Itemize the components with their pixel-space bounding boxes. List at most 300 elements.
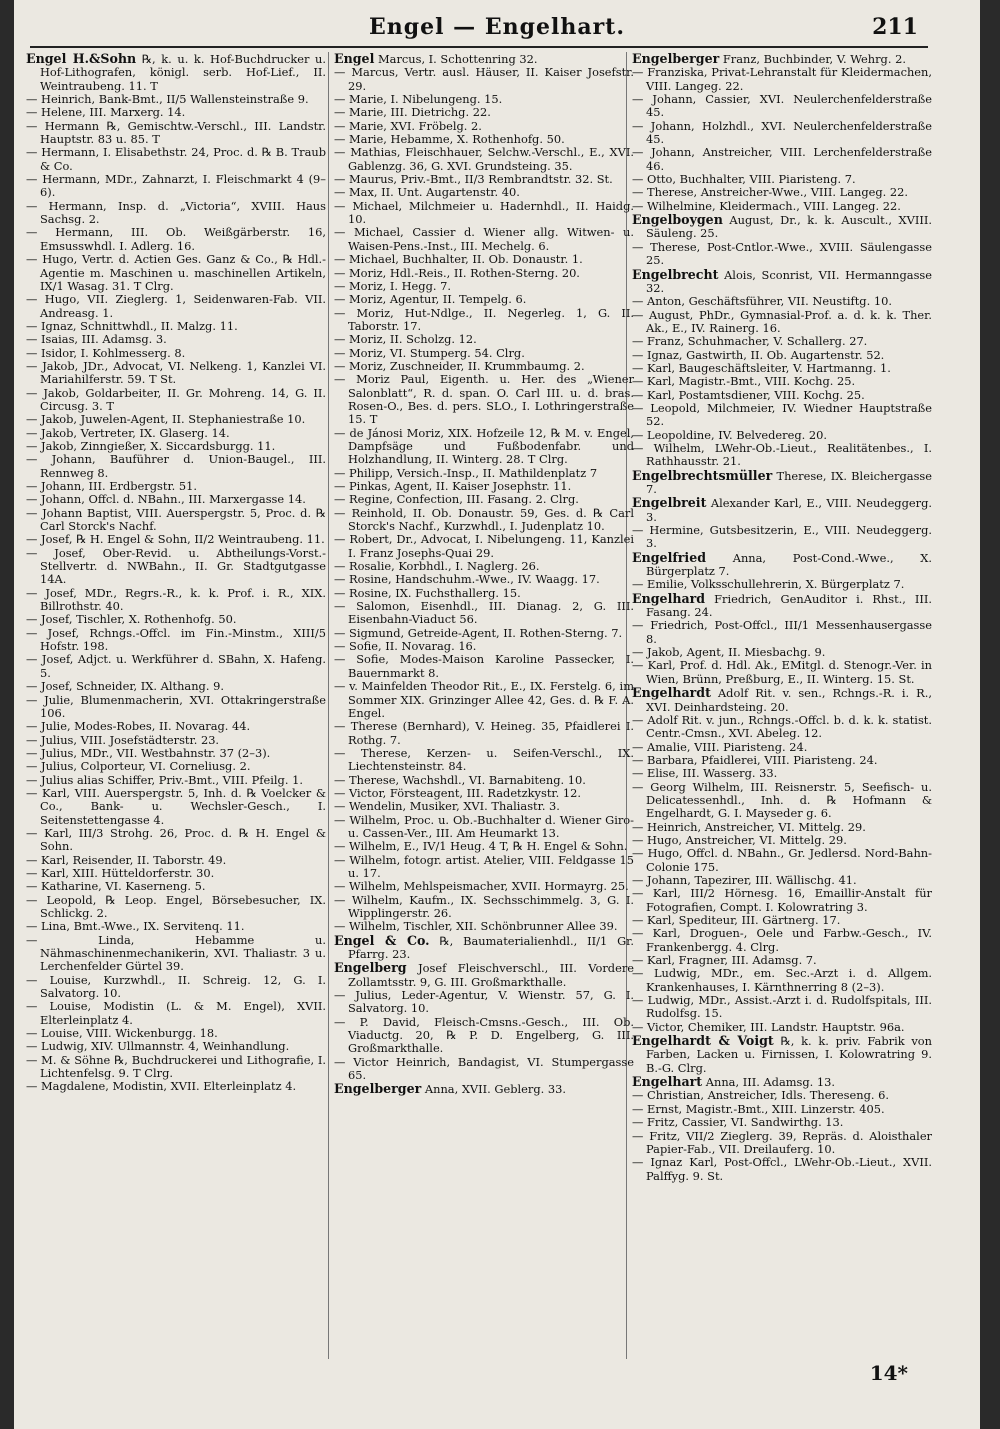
entry-text: — Otto, Buchhalter, VIII. Piaristeng. 7.	[632, 172, 856, 187]
entry-text: — Josef, Rchngs.-Offcl. im Fin.-Minstm., XIII/5 Hofstr. 198.	[26, 625, 326, 654]
directory-entry	[632, 954, 932, 967]
entry-text: — Hugo, Vertr. d. Actien Ges. Ganz & Co., ℞ Hdl.-Agentie m. Maschinen u. maschinellen Artikeln, IX/1 Wasag. 31. T Clrg.	[26, 252, 326, 293]
directory-entry	[334, 961, 634, 989]
entry-text: — August, PhDr., Gymnasial-Prof. a. d. k. k. Ther. Ak., E., IV. Rainerg. 16.	[632, 307, 932, 335]
directory-entry	[334, 989, 634, 1016]
directory-entry	[632, 66, 932, 93]
directory-entry	[26, 547, 326, 587]
entry-text: — Rosalie, Korbhdl., I. Naglerg. 26.	[334, 559, 540, 574]
entry-surname: Engelbrechtsmüller	[632, 467, 773, 483]
entry-text: — Julius, Colporteur, VI. Corneliusg. 2.	[26, 759, 251, 774]
directory-entry	[26, 52, 326, 93]
directory-entry	[334, 106, 634, 119]
directory-entry	[26, 867, 326, 880]
entry-text: — Amalie, VIII. Piaristeng. 24.	[632, 739, 808, 754]
entry-text: — Julius alias Schiffer, Priv.-Bmt., VIII. Pfeilg. 1.	[26, 772, 303, 787]
directory-entry	[334, 587, 634, 600]
directory-entry	[632, 967, 932, 994]
entry-text: — Moriz, I. Hegg. 7.	[334, 278, 451, 293]
directory-entry	[632, 200, 932, 213]
directory-entry	[632, 887, 932, 914]
directory-entry	[632, 578, 932, 591]
entry-text: — Salomon, Eisenhdl., III. Dianag. 2, G. III. Eisenbahn-Viaduct 56.	[334, 599, 634, 627]
entry-text: Alois, Sconrist, VII. Hermanngasse 32.	[646, 267, 933, 295]
entry-text: — Jakob, Juwelen-Agent, II. Stephaniestraße 10.	[26, 412, 306, 427]
directory-entry	[26, 120, 326, 147]
directory-entry	[26, 1080, 326, 1093]
directory-entry	[632, 268, 932, 296]
directory-entry	[334, 467, 634, 480]
directory-entry	[334, 480, 634, 493]
entry-text: — Marie, Hebamme, X. Rothenhofg. 50.	[334, 132, 565, 147]
entry-text: — Karl, III/2 Hörnesg. 16, Emaillir-Anstalt für Fotografien, Compt. I. Kolowratring 3.	[632, 886, 932, 914]
directory-entry	[632, 429, 932, 442]
entry-text: — Karl, III/3 Strohg. 26, Proc. d. ℞ H. Engel & Sohn.	[26, 825, 326, 854]
entry-text: — Leopold, ℞ Leop. Engel, Börsebesucher, IX. Schlickg. 2.	[26, 892, 326, 920]
page-title: Engel — Engelhart.	[369, 14, 625, 40]
entry-text: Anna, XVII. Geblerg. 33.	[424, 1082, 567, 1097]
directory-entry	[334, 253, 634, 266]
entry-text: — de Jánosi Moriz, XIX. Hofzeile 12, ℞ M. v. Engel, Dampfsäge und Fußbodenfabr. und Holzhandlung, II. Winterg. 28. T Clrg.	[334, 425, 634, 467]
directory-entry	[26, 894, 326, 921]
entry-text: — Josef, Ober-Revid. u. Abtheilungs-Vorst.-Stellvertr. d. NWBahn., II. Gr. Stadtgutgasse 14A.	[26, 545, 326, 587]
entry-text: — Josef, MDr., Regrs.-R., k. k. Prof. i. R., XIX. Billrothstr. 40.	[26, 585, 326, 614]
directory-entry	[334, 173, 634, 186]
entry-text: — Friedrich, Post-Offcl., III/1 Messenhausergasse 8.	[632, 618, 932, 646]
entry-text: — Moriz, Hdl.-Reis., II. Rothen-Sterng. 20.	[334, 265, 580, 280]
directory-entry	[334, 360, 634, 373]
directory-entry	[26, 827, 326, 854]
entry-text: — Mathias, Fleischhauer, Selchw.-Verschl., E., XVI. Gablenzg. 36, G. XVI. Grundsteing. 35.	[334, 145, 634, 173]
entry-text: — Johann, Holzhdl., XVI. Neulerchenfelderstraße 45.	[632, 118, 932, 147]
directory-entry	[334, 226, 634, 253]
directory-entry	[26, 627, 326, 654]
directory-entry	[334, 280, 634, 293]
entry-text: — Wilhelmine, Kleidermach., VIII. Langeg. 22.	[632, 198, 901, 213]
entry-text: — Michael, Milchmeier u. Hadernhdl., II. Haidg. 10.	[334, 198, 634, 227]
directory-entry	[334, 333, 634, 346]
entry-text: — Rosine, IX. Fuchsthallerg. 15.	[334, 585, 521, 600]
directory-entry	[632, 52, 932, 66]
directory-entry	[632, 309, 932, 336]
directory-entry	[334, 560, 634, 573]
entry-text: August, Dr., k. k. Auscult., XVIII. Säuleng. 25.	[646, 213, 932, 241]
directory-entry	[334, 533, 634, 560]
directory-entry	[26, 680, 326, 693]
entry-text: — Fritz, VII/2 Zieglerg. 39, Repräs. d. Aloisthaler Papier-Fab., VII. Dreilauferg. 10.	[632, 1128, 932, 1156]
directory-entry	[26, 200, 326, 227]
entry-text: — Heinrich, Anstreicher, VI. Mittelg. 29.	[632, 819, 866, 834]
entry-surname: Engel	[334, 51, 375, 66]
entry-text: — Rosine, Handschuhm.-Wwe., IV. Waagg. 17.	[334, 572, 600, 587]
entry-text: — Louise, Kurzwhdl., II. Schreig. 12, G. I. Salvatorg. 10.	[26, 972, 326, 1001]
directory-entry	[26, 360, 326, 387]
entry-text: — Karl, VIII. Auerspergstr. 5, Inh. d. ℞ Voelcker & Co., Bank- u. Wechsler-Gesch., I. Seitenstettengasse 4.	[26, 785, 326, 827]
directory-entry	[334, 653, 634, 680]
entry-text: — Hugo, VII. Zieglerg. 1, Seidenwaren-Fab. VII. Andreasg. 1.	[26, 292, 326, 320]
entry-text: — Helene, III. Marxerg. 14.	[26, 105, 186, 120]
directory-entry	[632, 1034, 932, 1075]
directory-entry	[334, 186, 634, 199]
directory-entry	[632, 186, 932, 199]
directory-entry	[26, 774, 326, 787]
directory-entry	[26, 787, 326, 827]
directory-entry	[26, 533, 326, 546]
directory-column-2	[334, 52, 634, 1097]
entry-text: — Julius, MDr., VII. Westbahnstr. 37 (2–3).	[26, 745, 271, 760]
directory-entry	[632, 173, 932, 186]
directory-entry	[632, 469, 932, 497]
directory-entry	[334, 800, 634, 813]
directory-entry	[334, 307, 634, 334]
entry-text: Anna, III. Adamsg. 13.	[705, 1075, 836, 1090]
entry-text: — Philipp, Versich.-Insp., II. Mathildenplatz 7	[334, 465, 598, 480]
directory-entry	[334, 787, 634, 800]
directory-entry	[26, 747, 326, 760]
directory-entry	[632, 241, 932, 268]
entry-text: Marcus, I. Schottenring 32.	[377, 52, 538, 66]
entry-text: — Sigmund, Getreide-Agent, II. Rothen-Sterng. 7.	[334, 625, 623, 640]
entry-text: — Hugo, Offcl. d. NBahn., Gr. Jedlersd. Nord-Bahn-Colonie 175.	[632, 846, 932, 874]
entry-text: — Julie, Blumenmacherin, XVI. Ottakringerstraße 106.	[26, 692, 326, 720]
directory-entry	[632, 1089, 932, 1102]
entry-text: — Victor, Försteagent, III. Radetzkystr. 12.	[334, 785, 581, 800]
entry-text: — Julius, VIII. Josefstädterstr. 23.	[26, 732, 220, 747]
directory-entry	[632, 874, 932, 887]
entry-text: ℞, k. u. k. Hof-Buchdrucker u. Hof-Lithografen, königl. serb. Hof-Lief., II. Weintraubeng. 11. T	[40, 52, 327, 93]
directory-entry	[632, 686, 932, 714]
entry-text: — Ernst, Magistr.-Bmt., XIII. Linzerstr. 405.	[632, 1101, 885, 1116]
entry-text: — Marcus, Vertr. ausl. Häuser, II. Kaiser Josefstr. 29.	[334, 65, 634, 93]
directory-entry	[632, 659, 932, 686]
directory-entry	[632, 994, 932, 1021]
entry-text: — Karl, Prof. d. Hdl. Ak., EMitgl. d. Stenogr.-Ver. in Wien, Brünn, Preßburg, E., II. Winterg. 15. St.	[632, 658, 932, 686]
entry-text: — Moriz, VI. Stumperg. 54. Clrg.	[334, 345, 525, 360]
entry-text: — Moriz, Zuschneider, II. Krummbaumg. 2.	[334, 358, 585, 373]
entry-text: ℞, k. k. priv. Fabrik von Farben, Lacken u. Firnissen, I. Kolowratring 9. B.-G. Clrg.	[646, 1034, 933, 1075]
directory-entry	[26, 854, 326, 867]
directory-entry	[26, 880, 326, 893]
directory-entry	[334, 507, 634, 534]
entry-text: — Hermann, Insp. d. „Victoria“, XVIII. Haus Sachsg. 2.	[26, 198, 326, 227]
entry-text: — Franziska, Privat-Lehranstalt für Kleidermachen, VIII. Langeg. 22.	[632, 65, 932, 93]
directory-entry	[26, 653, 326, 680]
entry-text: — Christian, Anstreicher, Idls. Thereseng. 6.	[632, 1088, 889, 1103]
entry-text: — Isaias, III. Adamsg. 3.	[26, 332, 167, 347]
entry-text: — Josef, ℞ H. Engel & Sohn, II/2 Weintraubeng. 11.	[26, 532, 325, 547]
directory-entry	[334, 200, 634, 227]
entry-text: — Karl, Magistr.-Bmt., VIII. Kochg. 25.	[632, 374, 856, 389]
entry-text: — Louise, Modistin (L. & M. Engel), XVII. Elterleinplatz 4.	[26, 999, 326, 1027]
directory-entry	[334, 814, 634, 841]
entry-text: Therese, IX. Bleichergasse 7.	[646, 468, 932, 496]
directory-entry	[26, 173, 326, 200]
entry-text: — Ignaz Karl, Post-Offcl., LWehr-Ob.-Lieut., XVII. Palffyg. 9. St.	[632, 1155, 932, 1183]
entry-text: — Julius, Leder-Agentur, V. Wienstr. 57, G. I. Salvatorg. 10.	[334, 988, 634, 1016]
entry-text: — Victor Heinrich, Bandagist, VI. Stumpergasse 65.	[334, 1054, 634, 1083]
entry-text: — Michael, Cassier d. Wiener allg. Witwen- u. Waisen-Pens.-Inst., III. Mechelg. 6.	[334, 225, 634, 253]
directory-entry	[26, 440, 326, 453]
directory-entry	[632, 927, 932, 954]
entry-text: — Georg Wilhelm, III. Reisnerstr. 5, Seefisch- u. Delicatessenhdl., Inh. d. ℞ Hofmann & Engelhardt, G. I. Mayseder g. 6.	[632, 779, 932, 821]
directory-entry	[26, 493, 326, 506]
directory-entry	[26, 613, 326, 626]
directory-entry	[26, 920, 326, 933]
directory-entry	[334, 146, 634, 173]
directory-entry	[632, 551, 932, 579]
entry-text: — Marie, I. Nibelungeng. 15.	[334, 92, 503, 107]
directory-entry	[334, 133, 634, 146]
entry-text: — Therese, Wachshdl., VI. Barnabiteng. 10.	[334, 772, 586, 787]
entry-text: — Karl, Baugeschäftsleiter, V. Hartmanng. 1.	[632, 360, 891, 375]
entry-surname: Engel & Co.	[334, 932, 430, 948]
entry-text: — Therese, Anstreicher-Wwe., VIII. Langeg. 22.	[632, 185, 909, 200]
entry-text: — Marie, XVI. Fröbelg. 2.	[334, 118, 482, 133]
directory-entry	[334, 894, 634, 921]
directory-entry	[334, 1016, 634, 1056]
entry-text: — Jakob, JDr., Advocat, VI. Nelkeng. 1, Kanzlei VI. Mariahilferstr. 59. T St.	[26, 358, 326, 387]
entry-text: — Elise, III. Wasserg. 33.	[632, 766, 778, 781]
directory-entry	[632, 1156, 932, 1183]
directory-entry	[334, 120, 634, 133]
entry-text: — Josef, Schneider, IX. Althang. 9.	[26, 679, 224, 694]
entry-text: — Franz, Schuhmacher, V. Schallerg. 27.	[632, 334, 868, 349]
entry-text: — Johann, III. Erdbergstr. 51.	[26, 479, 198, 493]
directory-entry	[632, 619, 932, 646]
entry-text: — Wilhelm, LWehr-Ob.-Lieut., Realitätenbes., I. Rathhausstr. 21.	[632, 440, 932, 469]
directory-entry	[632, 442, 932, 469]
entry-text: — Jakob, Vertreter, IX. Glaserg. 14.	[26, 425, 230, 440]
directory-entry	[632, 781, 932, 821]
directory-entry	[632, 1130, 932, 1157]
entry-surname: Engel H.&Sohn	[26, 51, 137, 66]
directory-entry	[334, 747, 634, 774]
entry-text: — Johann, Anstreicher, VIII. Lerchenfelderstraße 46.	[632, 145, 932, 173]
directory-entry	[26, 106, 326, 119]
directory-entry	[632, 496, 932, 524]
entry-text: — Hermann, I. Elisabethstr. 24, Proc. d. ℞ B. Traub & Co.	[26, 145, 326, 173]
directory-entry	[632, 375, 932, 388]
entry-text: — Karl, XIII. Hütteldorferstr. 30.	[26, 865, 215, 880]
entry-text: — Moriz, Agentur, II. Tempelg. 6.	[334, 292, 527, 307]
signature-mark: 14*	[869, 1361, 908, 1385]
directory-entry	[26, 480, 326, 493]
directory-entry	[632, 714, 932, 741]
entry-text: — Lina, Bmt.-Wwe., IX. Servitenq. 11.	[26, 919, 245, 934]
directory-entry	[632, 914, 932, 927]
directory-entry	[334, 373, 634, 426]
entry-text: — M. & Söhne ℞, Buchdruckerei und Lithografie, I. Lichtenfelsg. 9. T Clrg.	[26, 1052, 326, 1081]
entry-text: — Pinkas, Agent, II. Kaiser Josephstr. 11.	[334, 479, 572, 493]
entry-text: — Karl, Reisender, II. Taborstr. 49.	[26, 852, 227, 867]
entry-text: — Sofie, Modes-Maison Karoline Passecker, I. Bauernmarkt 8.	[334, 652, 634, 680]
directory-entry	[632, 741, 932, 754]
entry-text: — Karl, Fragner, III. Adamsg. 7.	[632, 953, 817, 968]
directory-entry	[26, 413, 326, 426]
entry-surname: Engelberger	[632, 51, 720, 66]
directory-entry	[334, 427, 634, 467]
directory-entry	[632, 646, 932, 659]
entry-text: — Wilhelm, Proc. u. Ob.-Buchhalter d. Wiener Giro- u. Cassen-Ver., III. Am Heumarkt 13.	[334, 812, 634, 840]
entry-text: Friedrich, GenAuditor i. Rhst., III. Fasang. 24.	[646, 591, 932, 620]
directory-entry	[632, 821, 932, 834]
directory-entry	[334, 267, 634, 280]
entry-text: — Karl, Postamtsdiener, VIII. Kochg. 25.	[632, 387, 865, 402]
directory-entry	[334, 600, 634, 627]
entry-text: — Therese (Bernhard), V. Heineg. 35, Pfaidlerei I. Rothg. 7.	[334, 719, 634, 747]
entry-text: — Hermann ℞, Gemischtw.-Verschl., III. Landstr. Hauptstr. 83 u. 85. T	[26, 118, 326, 147]
entry-text: — Johann, Tapezirer, III. Wällischg. 41.	[632, 872, 857, 887]
directory-entry	[334, 774, 634, 787]
entry-text: — Jakob, Agent, II. Miesbachg. 9.	[632, 645, 826, 660]
directory-entry	[26, 347, 326, 360]
directory-entry	[26, 1054, 326, 1081]
directory-entry	[26, 293, 326, 320]
entry-text: — Jakob, Zinngießer, X. Siccardsburgg. 11.	[26, 438, 276, 453]
entry-text: — Reinhold, II. Ob. Donaustr. 59, Ges. d. ℞ Carl Storck's Nachf., Kurzwhdl., I. Judenplatz 10.	[334, 505, 634, 534]
entry-text: — Fritz, Cassier, VI. Sandwirthg. 13.	[632, 1115, 844, 1130]
page-number: 211	[872, 14, 918, 40]
directory-entry	[632, 349, 932, 362]
directory-entry	[632, 93, 932, 120]
directory-entry	[334, 1082, 634, 1096]
directory-column-1	[26, 52, 326, 1094]
directory-entry	[334, 66, 634, 93]
entry-text: — Regine, Confection, III. Fasang. 2. Clrg.	[334, 492, 579, 507]
directory-entry	[26, 760, 326, 773]
entry-text: — Michael, Buchhalter, II. Ob. Donaustr. 1.	[334, 252, 583, 267]
entry-text: — Leopoldine, IV. Belvedereg. 20.	[632, 427, 827, 442]
header-rule	[30, 46, 928, 48]
directory-entry	[26, 253, 326, 293]
entry-text: — Hugo, Anstreicher, VI. Mittelg. 29.	[632, 832, 847, 847]
directory-entry	[26, 453, 326, 480]
directory-entry	[632, 389, 932, 402]
directory-entry	[334, 920, 634, 933]
entry-text: — Ignaz, Schnittwhdl., II. Malzg. 11.	[26, 318, 238, 333]
directory-entry	[334, 493, 634, 506]
directory-entry	[632, 524, 932, 551]
page-header	[14, 14, 980, 44]
directory-entry	[632, 335, 932, 348]
entry-text: — Ludwig, MDr., Assist.-Arzt i. d. Rudolfspitals, III. Rudolfsg. 15.	[632, 993, 932, 1021]
directory-entry	[334, 680, 634, 720]
entry-text: — Katharine, VI. Kaserneng. 5.	[26, 879, 206, 894]
entry-text: Alexander Karl, E., VIII. Neudeggerg. 3.	[646, 496, 932, 524]
entry-text: — Julie, Modes-Robes, II. Novarag. 44.	[26, 719, 251, 734]
entry-surname: Engelfried	[632, 549, 707, 565]
directory-entry	[334, 93, 634, 106]
directory-entry	[632, 120, 932, 147]
entry-text: — Linda, Hebamme u. Nähmaschinenmechanikerin, XVI. Thaliastr. 3 u. Lerchenfelder Gürtel 39.	[26, 932, 326, 974]
entry-text: — Johann, Cassier, XVI. Neulerchenfelderstraße 45.	[632, 92, 932, 120]
directory-entry	[26, 226, 326, 253]
entry-text: — Emilie, Volksschullehrerin, X. Bürgerplatz 7.	[632, 577, 905, 592]
directory-entry	[26, 1027, 326, 1040]
entry-text: — Moriz, Hut-Ndlge., II. Negerleg. 1, G. II. Taborstr. 17.	[334, 305, 634, 333]
directory-entry	[26, 93, 326, 106]
entry-text: — Wendelin, Musiker, XVI. Thaliastr. 3.	[334, 799, 560, 814]
entry-text: — v. Mainfelden Theodor Rit., E., IX. Ferstelg. 6, im Sommer XIX. Grinzinger Allee 42, Ges. d. ℞ F. A. Engel.	[334, 679, 634, 720]
directory-entry	[334, 640, 634, 653]
directory-entry	[334, 52, 634, 66]
directory-entry	[632, 1021, 932, 1034]
entry-text: — Robert, Dr., Advocat, I. Nibelungeng. 11, Kanzlei I. Franz Josephs-Quai 29.	[334, 532, 634, 560]
directory-entry	[26, 333, 326, 346]
entry-text: — Moriz Paul, Eigenth. u. Her. des „Wiener Salonblatt“, R. d. span. O. Carl III. u. d. bras. Rosen-O., Bes. d. pers. SLO., I. Lothringerstraße 15. T	[334, 372, 634, 427]
directory-entry	[334, 1056, 634, 1083]
directory-entry	[26, 387, 326, 414]
entry-text: — Ignaz, Gastwirth, II. Ob. Augartenstr. 52.	[632, 347, 885, 362]
entry-text: ℞, Baumaterialienhdl., II/1 Gr. Pfarrg. 23.	[348, 933, 634, 962]
entry-text: — Johann Baptist, VIII. Auerspergstr. 5, Proc. d. ℞ Carl Storck's Nachf.	[26, 505, 326, 534]
directory-entry	[632, 1103, 932, 1116]
directory-entry	[632, 1116, 932, 1129]
directory-entry	[632, 847, 932, 874]
directory-entry	[632, 295, 932, 308]
entry-text: — Josef, Tischler, X. Rothenhofg. 50.	[26, 612, 237, 627]
directory-entry	[632, 834, 932, 847]
entry-text: — Wilhelm, E., IV/1 Heug. 4 T, ℞ H. Engel & Sohn.	[334, 839, 628, 854]
directory-entry	[26, 320, 326, 333]
entry-text: — Magdalene, Modistin, XVII. Elterleinplatz 4.	[26, 1079, 297, 1094]
directory-entry	[632, 362, 932, 375]
entry-text: — Therese, Post-Cntlor.-Wwe., XVIII. Säulengasse 25.	[632, 239, 932, 268]
entry-text: — Hermann, MDr., Zahnarzt, I. Fleischmarkt 4 (9–6).	[26, 172, 326, 200]
directory-entry	[26, 587, 326, 614]
entry-text: — Jakob, Goldarbeiter, II. Gr. Mohreng. 14, G. II. Circusg. 3. T	[26, 385, 326, 413]
directory-entry	[26, 507, 326, 534]
directory-page	[14, 0, 980, 1429]
directory-entry	[632, 1075, 932, 1089]
directory-entry	[334, 880, 634, 893]
entry-surname: Engelboygen	[632, 212, 723, 228]
directory-entry	[26, 974, 326, 1001]
entry-text: — Sofie, II. Novarag. 16.	[334, 639, 477, 654]
directory-entry	[334, 854, 634, 881]
entry-text: — Victor, Chemiker, III. Landstr. Hauptstr. 96a.	[632, 1019, 905, 1034]
entry-text: — Barbara, Pfaidlerei, VIII. Piaristeng. 24.	[632, 752, 878, 767]
column-divider	[328, 52, 329, 1359]
entry-text: — Ludwig, MDr., em. Sec.-Arzt i. d. Allgem. Krankenhauses, I. Kärnthnerring 8 (2–3).	[632, 966, 932, 994]
entry-text: Franz, Buchbinder, V. Wehrg. 2.	[722, 52, 906, 66]
entry-text: — Wilhelm, Kaufm., IX. Sechsschimmelg. 3, G. I. Wipplingerstr. 26.	[334, 892, 634, 920]
directory-entry	[26, 934, 326, 974]
entry-text: — Johann, Bauführer d. Union-Baugel., III. Rennweg 8.	[26, 452, 326, 480]
directory-entry	[632, 592, 932, 620]
directory-entry	[334, 293, 634, 306]
entry-text: — Max, II. Unt. Augartenstr. 40.	[334, 185, 520, 200]
entry-text: — Leopold, Milchmeier, IV. Wiedner Hauptstraße 52.	[632, 400, 932, 429]
entry-text: — Louise, VIII. Wickenburgg. 18.	[26, 1026, 218, 1041]
entry-surname: Engelhard	[632, 590, 706, 606]
entry-surname: Engelhardt & Voigt	[632, 1033, 774, 1049]
entry-text: — Moriz, II. Scholzg. 12.	[334, 332, 477, 347]
entry-text: — Wilhelm, Tischler, XII. Schönbrunner Allee 39.	[334, 919, 618, 934]
directory-entry	[26, 734, 326, 747]
entry-text: — Ludwig, XIV. Ullmannstr. 4, Weinhandlung.	[26, 1039, 290, 1054]
entry-text: — Karl, Spediteur, III. Gärtnerg. 17.	[632, 913, 841, 927]
entry-text: Adolf Rit. v. sen., Rchngs.-R. i. R., XVI. Deinhardsteing. 20.	[646, 686, 932, 714]
directory-entry	[26, 427, 326, 440]
directory-entry	[334, 720, 634, 747]
directory-entry	[334, 347, 634, 360]
entry-surname: Engelhart	[632, 1074, 703, 1090]
directory-entry	[334, 840, 634, 853]
entry-surname: Engelberger	[334, 1081, 422, 1097]
directory-entry	[334, 573, 634, 586]
entry-text: Anna, Post-Cond.-Wwe., X. Bürgerplatz 7.	[646, 550, 933, 579]
